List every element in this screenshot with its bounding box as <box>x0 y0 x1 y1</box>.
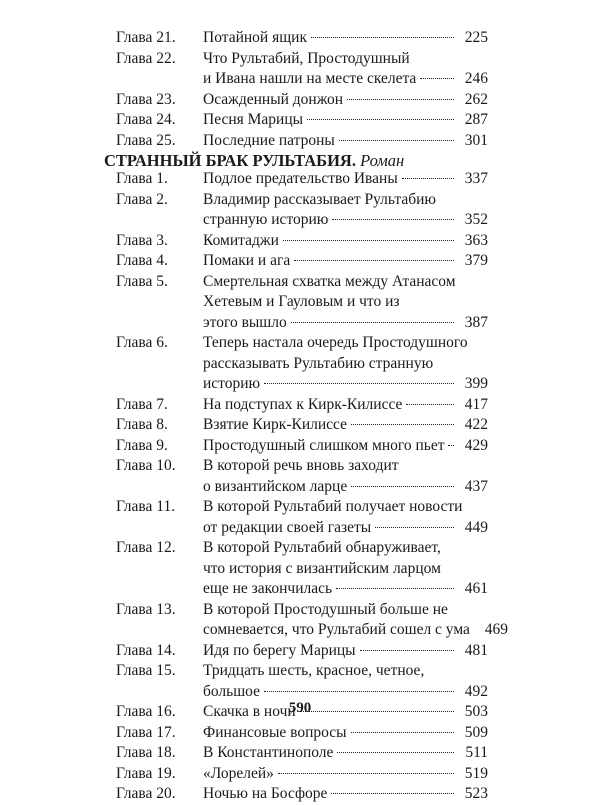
chapter-label: Глава 6. <box>116 334 168 351</box>
page-ref: 262 <box>464 90 488 108</box>
dot-leader <box>283 240 454 241</box>
page-ref: 363 <box>464 231 488 249</box>
chapter-title-line <box>203 517 488 539</box>
chapter-title-line <box>203 660 488 682</box>
chapter-label: Глава 25. <box>116 131 176 149</box>
dot-leader <box>448 445 454 446</box>
dot-leader <box>351 732 454 733</box>
chapter-title-line <box>203 435 488 457</box>
section-title: СТРАННЫЙ БРАК РУЛЬТАБИЯ. <box>104 151 356 170</box>
chapter-title-line <box>203 619 508 641</box>
chapter-title-line <box>203 48 488 70</box>
section-genre: Роман <box>360 151 405 170</box>
chapter-title-text: историю <box>203 375 261 392</box>
page-ref: 511 <box>465 744 488 761</box>
chapter-title-line <box>203 271 488 293</box>
chapter-title-text: Теперь настала очередь Простодушного <box>203 334 468 351</box>
chapter-label: Глава 24. <box>116 111 176 128</box>
chapter-title-text: Простодушный слишком много пьет <box>203 436 445 454</box>
chapter-title-text: В которой Рультабий обнаруживает, <box>203 539 441 556</box>
chapter-title-text: Смертельная схватка между Атанасом <box>203 272 456 290</box>
chapter-label: Глава 8. <box>116 416 168 433</box>
page-ref: 437 <box>464 477 488 495</box>
chapter-title-text: В которой Простодушный больше не <box>203 600 448 618</box>
chapter-label: Глава 14. <box>116 641 176 659</box>
page-ref: 417 <box>464 395 488 413</box>
chapter-title-text: Песня Марицы <box>203 111 304 128</box>
dot-leader <box>351 486 454 487</box>
dot-leader <box>278 773 454 774</box>
chapter-title-line <box>203 168 488 190</box>
dot-leader <box>347 99 454 100</box>
chapter-label: Глава 20. <box>116 785 176 802</box>
chapter-title-text: Скачка в ночи <box>203 703 296 720</box>
chapter-label: Глава 13. <box>116 600 176 618</box>
chapter-title-text: Комитаджи <box>203 231 279 249</box>
page-number: 590 <box>288 700 312 716</box>
chapter-title-line <box>203 558 488 580</box>
page-ref: 461 <box>464 580 488 597</box>
chapter-title-text: Ночью на Босфоре <box>203 785 328 802</box>
chapter-title-line <box>203 189 488 211</box>
chapter-title-text: странную историю <box>203 211 329 228</box>
chapter-label: Глава 3. <box>116 231 168 249</box>
chapter-title-text: еще не закончилась <box>203 580 333 597</box>
chapter-title-line <box>203 496 488 518</box>
chapter-label: Глава 15. <box>116 662 176 679</box>
chapter-label: Глава 1. <box>116 170 168 187</box>
dot-leader <box>420 78 454 79</box>
chapter-title-line <box>203 209 488 231</box>
chapter-title-text: В которой Рультабий получает новости <box>203 498 463 515</box>
page-ref: 246 <box>464 70 488 87</box>
chapter-title-text: Помаки и ага <box>203 252 291 269</box>
chapter-label: Глава 21. <box>116 29 176 46</box>
chapter-title-text: что история с византийским ларцом <box>203 559 441 577</box>
page-ref: 503 <box>464 703 488 720</box>
page-ref: 399 <box>464 375 488 392</box>
dot-leader <box>375 527 454 528</box>
page-ref: 352 <box>464 211 488 228</box>
chapter-title-text: сомневается, что Рультабий сошел с ума <box>203 621 470 638</box>
page-ref: 449 <box>464 518 488 536</box>
dot-leader <box>331 793 454 794</box>
page-ref: 519 <box>464 764 488 782</box>
page-ref: 225 <box>464 29 488 46</box>
chapter-label: Глава 10. <box>116 457 176 474</box>
chapter-title-text: о византийском ларце <box>203 477 348 495</box>
chapter-label: Глава 4. <box>116 252 168 269</box>
chapter-title-text: Что Рультабий, Простодушный <box>203 49 410 67</box>
chapter-title-line <box>203 68 488 90</box>
chapter-title-text: Хетевым и Гауловым и что из <box>203 293 400 310</box>
page-ref: 387 <box>464 313 488 331</box>
chapter-title-text: Подлое предательство Иваны <box>203 170 398 187</box>
chapter-title-line <box>203 89 488 111</box>
dot-leader <box>351 424 454 425</box>
chapter-title-line <box>203 230 488 252</box>
chapter-label: Глава 22. <box>116 49 176 67</box>
chapter-title-line <box>203 763 488 785</box>
chapter-title-text: Владимир рассказывает Рультабию <box>203 190 436 208</box>
page-ref: 492 <box>464 682 488 700</box>
chapter-title-line <box>203 783 488 805</box>
dot-leader <box>311 37 454 38</box>
chapter-title-line <box>203 742 488 764</box>
page-ref: 509 <box>464 723 488 741</box>
dot-leader <box>339 140 454 141</box>
chapter-title-text: На подступах к Кирк-Килиссе <box>203 395 403 413</box>
page-ref: 523 <box>464 785 488 802</box>
dot-leader <box>332 219 454 220</box>
section-heading <box>104 151 404 171</box>
chapter-label: Глава 17. <box>116 723 176 741</box>
chapter-title-line <box>203 476 488 498</box>
chapter-title-line <box>203 353 488 375</box>
chapter-title-line <box>203 27 488 49</box>
chapter-title-text: Последние патроны <box>203 131 335 149</box>
chapter-title-text: В Константинополе <box>203 744 334 761</box>
chapter-title-text: Идя по берегу Марицы <box>203 641 356 659</box>
chapter-label: Глава 12. <box>116 539 176 556</box>
dot-leader <box>336 588 454 589</box>
chapter-title-line <box>203 414 488 436</box>
chapter-title-text: Осажденный донжон <box>203 90 344 108</box>
dot-leader <box>294 260 454 261</box>
page-ref: 422 <box>464 416 488 433</box>
chapter-label: Глава 19. <box>116 764 176 782</box>
chapter-title-text: Тридцать шесть, красное, четное, <box>203 662 425 679</box>
chapter-title-text: «Лорелей» <box>203 764 274 782</box>
chapter-label: Глава 11. <box>116 498 176 515</box>
chapter-label: Глава 9. <box>116 436 168 454</box>
chapter-title-line <box>203 640 488 662</box>
dot-leader <box>402 178 454 179</box>
page-ref: 337 <box>464 170 488 187</box>
page-ref: 469 <box>484 621 508 638</box>
dot-leader <box>360 650 454 651</box>
dot-leader <box>291 322 454 323</box>
chapter-title-line <box>203 394 488 416</box>
chapter-title-line <box>203 578 488 600</box>
chapter-title-line <box>203 332 488 354</box>
chapter-label: Глава 23. <box>116 90 176 108</box>
chapter-title-text: рассказывать Рультабию странную <box>203 354 434 372</box>
chapter-title-line <box>203 599 488 621</box>
chapter-title-text: Взятие Кирк-Килиссе <box>203 416 347 433</box>
page-ref: 379 <box>464 252 488 269</box>
chapter-title-text: и Ивана нашли на месте скелета <box>203 70 417 87</box>
dot-leader <box>264 691 454 692</box>
chapter-label: Глава 2. <box>116 190 168 208</box>
chapter-title-text: Финансовые вопросы <box>203 723 347 741</box>
dot-leader <box>406 404 454 405</box>
chapter-label: Глава 7. <box>116 395 168 413</box>
chapter-title-text: от редакции своей газеты <box>203 518 372 536</box>
dot-leader <box>307 119 454 120</box>
page-ref: 429 <box>464 436 488 454</box>
chapter-title-line <box>203 312 488 334</box>
chapter-label: Глава 18. <box>116 744 176 761</box>
dot-leader <box>337 752 454 753</box>
chapter-label: Глава 5. <box>116 272 168 290</box>
page-ref: 481 <box>464 641 488 659</box>
chapter-title-text: Потайной ящик <box>203 29 307 46</box>
chapter-title-line <box>203 130 488 152</box>
dot-leader <box>264 383 454 384</box>
chapter-title-line <box>203 250 488 272</box>
chapter-title-line <box>203 455 488 477</box>
chapter-title-line <box>203 373 488 395</box>
page-ref: 287 <box>464 111 488 128</box>
chapter-title-text: В которой речь вновь заходит <box>203 457 399 474</box>
chapter-title-text: большое <box>203 682 260 700</box>
chapter-title-line <box>203 537 488 559</box>
chapter-label: Глава 16. <box>116 703 176 720</box>
page-ref: 301 <box>464 131 488 149</box>
chapter-title-line <box>203 109 488 131</box>
chapter-title-line <box>203 291 488 313</box>
chapter-title-text: этого вышло <box>203 313 287 331</box>
chapter-title-line <box>203 722 488 744</box>
